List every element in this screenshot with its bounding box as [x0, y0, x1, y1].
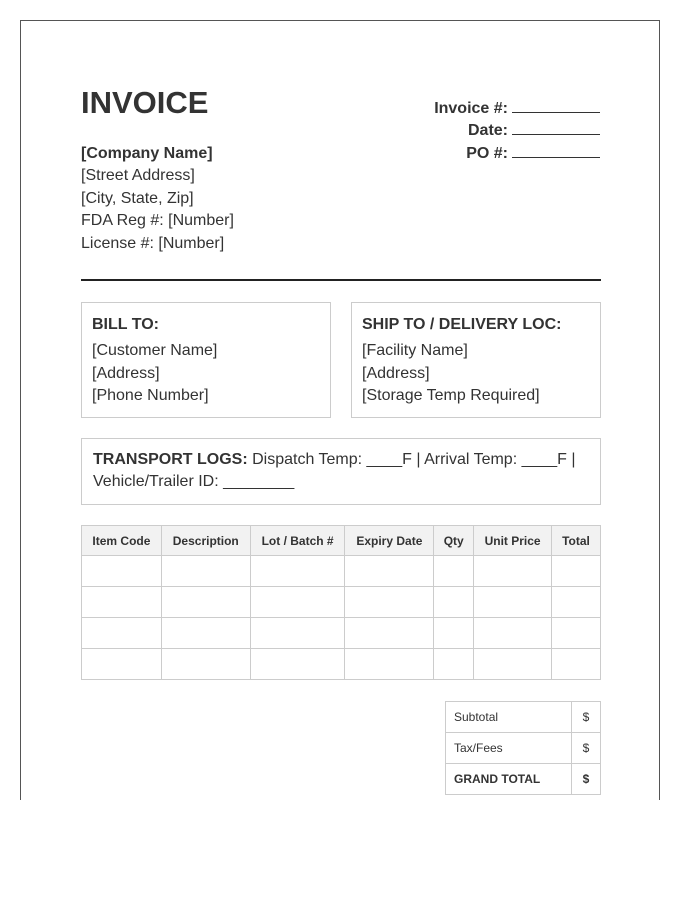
- table-cell[interactable]: [250, 618, 345, 649]
- table-header-row: [82, 526, 601, 556]
- date-row: [434, 120, 600, 142]
- ship-to-heading: SHIP TO / DELIVERY LOC:: [362, 316, 562, 333]
- table-cell[interactable]: [345, 556, 434, 587]
- table-cell[interactable]: [474, 556, 552, 587]
- invoice-meta: [434, 98, 600, 165]
- table-cell[interactable]: [161, 618, 250, 649]
- po-number-row: [434, 143, 600, 165]
- company-info: [81, 143, 234, 255]
- table-row: [82, 618, 601, 649]
- invoice-number-field[interactable]: [512, 98, 600, 113]
- tax-fees-row: [446, 733, 601, 764]
- table-cell[interactable]: [474, 587, 552, 618]
- table-cell[interactable]: [82, 618, 162, 649]
- table-cell[interactable]: [474, 618, 552, 649]
- column-header-lot-batch: Lot / Batch #: [250, 526, 345, 556]
- po-number-label: PO #:: [466, 144, 508, 162]
- invoice-title: INVOICE: [81, 85, 209, 120]
- table-cell[interactable]: [552, 618, 601, 649]
- ship-to-address: [Address]: [362, 364, 430, 382]
- table-cell[interactable]: [552, 556, 601, 587]
- grand-total-row: [446, 764, 601, 795]
- table-cell[interactable]: [82, 649, 162, 680]
- tax-fees-label: Tax/Fees: [446, 733, 572, 764]
- bill-to-box: [81, 302, 331, 418]
- table-cell[interactable]: [434, 649, 474, 680]
- company-city: [City, State, Zip]: [81, 189, 194, 207]
- po-number-field[interactable]: [512, 143, 600, 158]
- table-cell[interactable]: [345, 587, 434, 618]
- subtotal-value[interactable]: $: [572, 702, 601, 733]
- column-header-expiry-date: Expiry Date: [345, 526, 434, 556]
- transport-logs-box: [81, 438, 601, 505]
- table-cell[interactable]: [250, 556, 345, 587]
- bill-to-phone: [Phone Number]: [92, 387, 209, 405]
- grand-total-label: GRAND TOTAL: [446, 764, 572, 795]
- company-license: License #: [Number]: [81, 234, 225, 252]
- table-cell[interactable]: [161, 556, 250, 587]
- invoice-number-label: Invoice #:: [434, 100, 508, 117]
- table-cell[interactable]: [250, 587, 345, 618]
- bill-to-address: [Address]: [92, 364, 160, 382]
- invoice-number-row: [434, 98, 600, 120]
- table-cell[interactable]: [552, 649, 601, 680]
- column-header-qty: Qty: [434, 526, 474, 556]
- table-cell[interactable]: [345, 649, 434, 680]
- table-row: [82, 649, 601, 680]
- table-cell[interactable]: [345, 618, 434, 649]
- bill-to-heading: BILL TO:: [92, 316, 159, 333]
- table-cell[interactable]: [250, 649, 345, 680]
- table-row: [82, 556, 601, 587]
- column-header-description: Description: [161, 526, 250, 556]
- company-fda-reg: FDA Reg #: [Number]: [81, 212, 234, 230]
- table-cell[interactable]: [161, 587, 250, 618]
- subtotal-label: Subtotal: [446, 702, 572, 733]
- bill-to-customer-name: [Customer Name]: [92, 342, 218, 360]
- column-header-unit-price: Unit Price: [474, 526, 552, 556]
- table-cell[interactable]: [82, 587, 162, 618]
- table-cell[interactable]: [434, 618, 474, 649]
- ship-to-box: [351, 302, 601, 418]
- invoice-page: [20, 20, 660, 800]
- tax-fees-value[interactable]: $: [572, 733, 601, 764]
- table-cell[interactable]: [434, 556, 474, 587]
- column-header-total: Total: [552, 526, 601, 556]
- totals-table: [445, 701, 601, 795]
- date-label: Date:: [467, 122, 508, 140]
- table-cell[interactable]: [474, 649, 552, 680]
- transport-logs-text: Dispatch Temp: ____F | Arrival Temp: ____F | Vehicle/Trailer ID: ________: [93, 451, 576, 491]
- transport-logs-label: TRANSPORT LOGS:: [93, 451, 248, 468]
- date-field[interactable]: [512, 120, 600, 135]
- table-cell[interactable]: [161, 649, 250, 680]
- table-cell[interactable]: [82, 556, 162, 587]
- grand-total-value[interactable]: $: [572, 764, 601, 795]
- line-items-table: [81, 525, 601, 680]
- ship-to-facility-name: [Facility Name]: [362, 342, 468, 360]
- table-cell[interactable]: [434, 587, 474, 618]
- header-divider: [81, 279, 601, 281]
- table-cell[interactable]: [552, 587, 601, 618]
- company-name: [Company Name]: [81, 145, 213, 162]
- company-street: [Street Address]: [81, 167, 195, 185]
- column-header-item-code: Item Code: [82, 526, 162, 556]
- ship-to-storage-temp: [Storage Temp Required]: [362, 387, 540, 405]
- table-row: [82, 587, 601, 618]
- subtotal-row: [446, 702, 601, 733]
